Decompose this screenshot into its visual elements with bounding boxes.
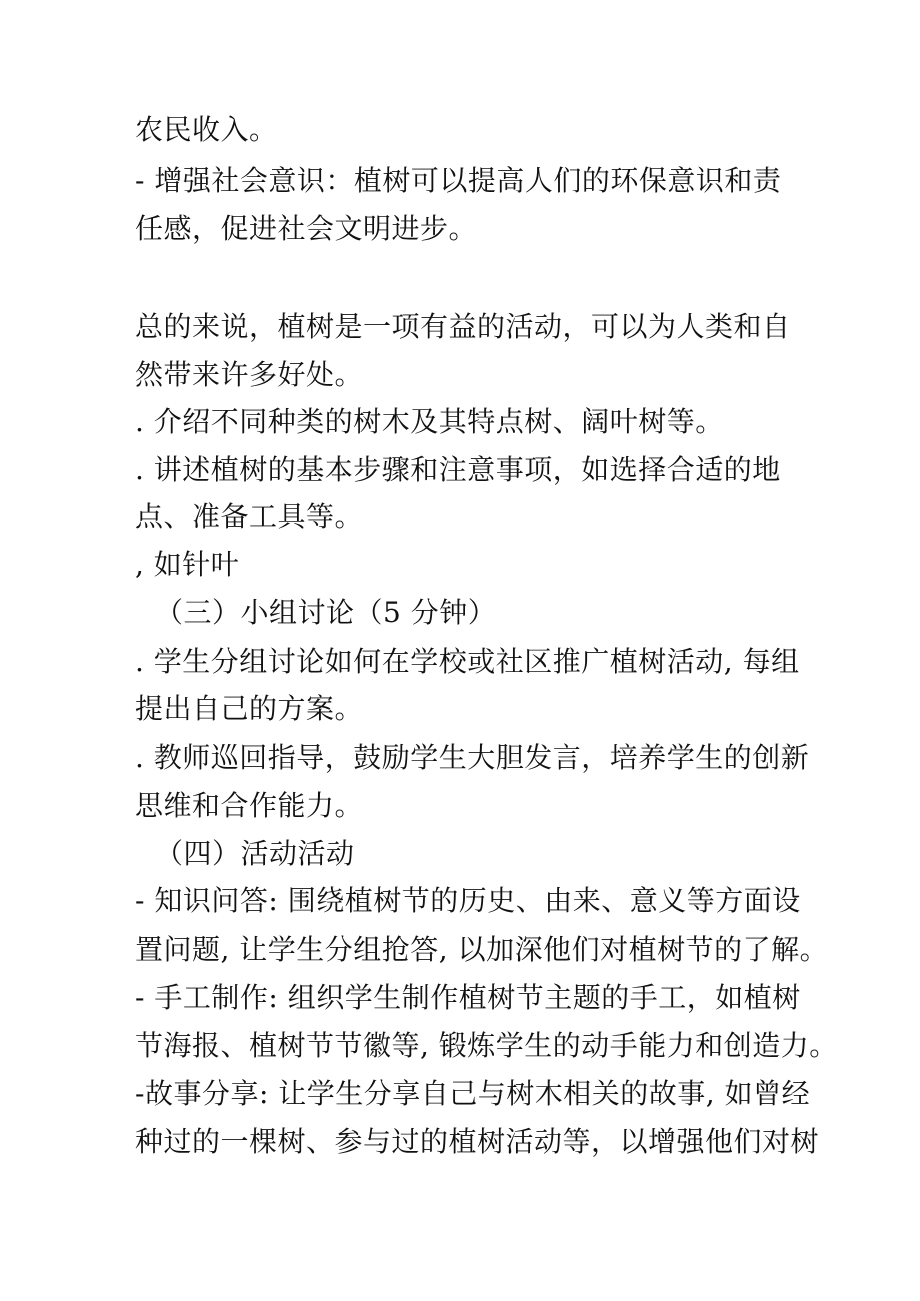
- text-line: . 学生分组讨论如何在学校或社区推广植树活动, 每组: [135, 645, 800, 678]
- text-line: - 知识问答: 围绕植树节的历史、由来、意义等方面设: [135, 884, 801, 917]
- text-line: 提出自己的方案。: [135, 692, 364, 725]
- text-line: . 介绍不同种类的树木及其特点树、阔叶树等。: [135, 405, 724, 438]
- text-line: 置问题, 让学生分组抢答, 以加深他们对植树节的了解。: [135, 933, 829, 966]
- text-line: 节海报、植树节节徽等, 锻炼学生的动手能力和创造力。: [135, 1029, 838, 1062]
- text-line: 思维和合作能力。: [135, 789, 364, 822]
- text-line: 总的来说，植树是一项有益的活动，可以为人类和自: [135, 310, 791, 343]
- text-line: - 手工制作: 组织学生制作植树节主题的手工，如植树: [135, 981, 801, 1014]
- text-line: . 讲述植树的基本步骤和注意事项，如选择合适的地: [135, 453, 781, 486]
- text-line: 农民收入。: [135, 113, 278, 146]
- text-line: . 教师巡回指导，鼓励学生大胆发言，培养学生的创新: [135, 741, 810, 774]
- section-heading: （四）活动活动: [155, 837, 355, 870]
- section-heading: （三）小组讨论（5 分钟）: [155, 596, 497, 629]
- text-line: 点、准备工具等。: [135, 500, 364, 533]
- text-line: -故事分享: 让学生分享自己与树木相关的故事, 如曾经: [135, 1077, 811, 1110]
- text-line: , 如针叶: [135, 548, 240, 581]
- text-line: 种过的一棵树、参与过的植树活动等，以增强他们对树: [135, 1125, 820, 1158]
- text-line: - 增强社会意识：植树可以提高人们的环保意识和责: [135, 164, 782, 197]
- text-line: 任感，促进社会文明进步。: [135, 212, 478, 245]
- text-line: 然带来许多好处。: [135, 358, 364, 391]
